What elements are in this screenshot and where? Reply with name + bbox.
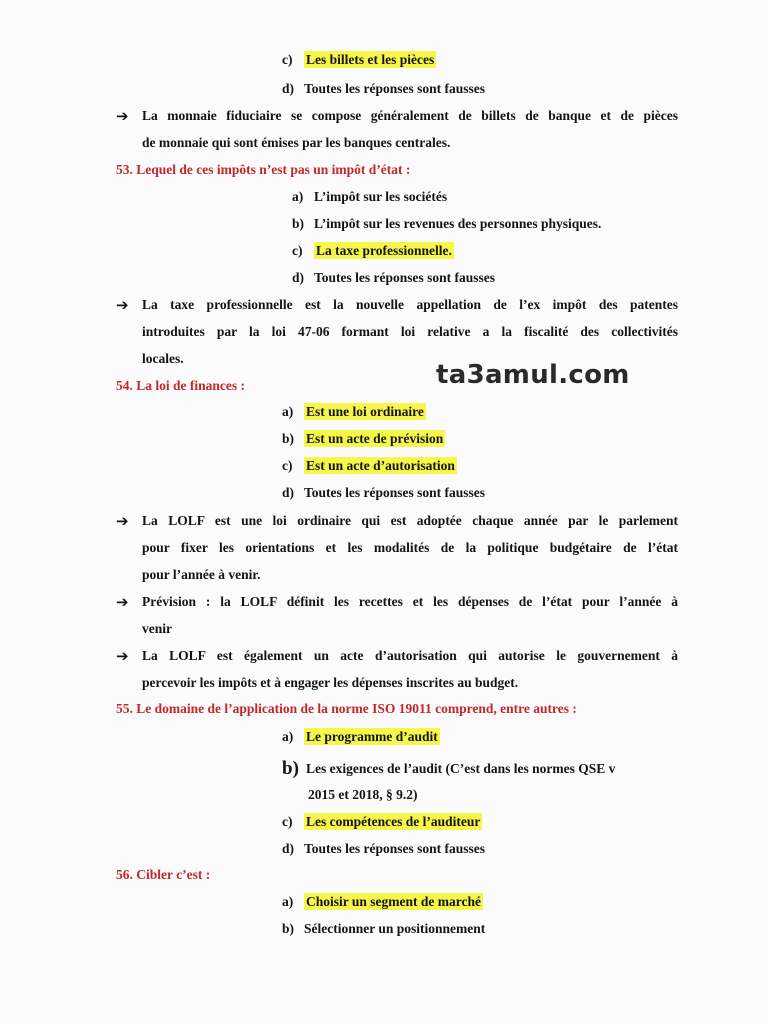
q54-option-c: c) Est un acte d’autorisation: [282, 458, 455, 473]
q55-option-b-continued: 2015 et 2018, § 9.2): [308, 787, 418, 802]
highlighted-answer: Choisir un segment de marché: [306, 894, 481, 909]
q55-option-c: c) Les compétences de l’auditeur: [282, 814, 481, 829]
highlighted-answer: Est une loi ordinaire: [306, 404, 424, 419]
q54-option-b: b) Est un acte de prévision: [282, 431, 444, 446]
q52-option-d: d) Toutes les réponses sont fausses: [282, 81, 486, 96]
q54-explanation-line: La LOLF est également un acte d’autorisation qui autorise le gouvernement à: [142, 648, 678, 663]
highlighted-answer: Est un acte d’autorisation: [306, 458, 455, 473]
q54-option-d: d) Toutes les réponses sont fausses: [282, 485, 486, 500]
arrow-bullet-icon: ➔: [116, 647, 129, 665]
arrow-bullet-icon: ➔: [116, 593, 129, 611]
q52-explanation-line: de monnaie qui sont émises par les banques centrales.: [142, 135, 451, 150]
highlighted-answer: La taxe professionnelle.: [316, 243, 452, 258]
highlighted-answer: Le programme d’audit: [306, 729, 438, 744]
watermark-text: ta3amul.com: [436, 360, 630, 390]
arrow-bullet-icon: ➔: [116, 296, 129, 314]
highlighted-answer: Les compétences de l’auditeur: [306, 814, 481, 829]
q56-option-b: b) Sélectionner un positionnement: [282, 921, 486, 936]
q55-option-d: d) Toutes les réponses sont fausses: [282, 841, 486, 856]
q52-option-c: c) Les billets et les pièces: [282, 52, 435, 67]
q53-explanation-line: locales.: [142, 351, 184, 366]
q53-explanation-line: introduites par la loi 47-06 formant loi relative a la fiscalité des collectivités: [142, 324, 678, 339]
arrow-bullet-icon: ➔: [116, 107, 129, 125]
q56-option-a: a) Choisir un segment de marché: [282, 894, 481, 909]
highlighted-answer: Est un acte de prévision: [306, 431, 444, 446]
q54-option-a: a) Est une loi ordinaire: [282, 404, 424, 419]
q52-explanation-line: La monnaie fiduciaire se compose généralement de billets de banque et de pièces: [142, 108, 678, 123]
q56-question: 56. Cibler c’est :: [116, 867, 211, 882]
q53-option-c: c) La taxe professionnelle.: [292, 243, 452, 258]
arrow-bullet-icon: ➔: [116, 512, 129, 530]
q54-explanation-line: pour l’année à venir.: [142, 567, 261, 582]
q54-explanation-line: La LOLF est une loi ordinaire qui est adoptée chaque année par le parlement: [142, 513, 678, 528]
q54-explanation-line: pour fixer les orientations et les modalités de la politique budgétaire de l’état: [142, 540, 678, 555]
q55-option-a: a) Le programme d’audit: [282, 729, 438, 744]
q54-question: 54. La loi de finances :: [116, 378, 246, 393]
q54-explanation-line: venir: [142, 621, 172, 636]
q53-option-a: a) L’impôt sur les sociétés: [292, 189, 448, 204]
q53-explanation-line: La taxe professionnelle est la nouvelle appellation de l’ex impôt des patentes: [142, 297, 678, 312]
q55-option-b: b) Les exigences de l’audit (C’est dans les normes QSE v: [282, 758, 616, 779]
q53-option-d: d) Toutes les réponses sont fausses: [292, 270, 496, 285]
highlighted-answer: Les billets et les pièces: [306, 52, 435, 67]
q55-question: 55. Le domaine de l’application de la norme ISO 19011 comprend, entre autres :: [116, 701, 577, 716]
q53-question: 53. Lequel de ces impôts n’est pas un impôt d’état :: [116, 162, 411, 177]
q54-explanation-line: percevoir les impôts et à engager les dépenses inscrites au budget.: [142, 675, 519, 690]
q54-explanation-line: Prévision : la LOLF définit les recettes et les dépenses de l’état pour l’année à: [142, 594, 678, 609]
q53-option-b: b) L’impôt sur les revenues des personnes physiques.: [292, 216, 602, 231]
